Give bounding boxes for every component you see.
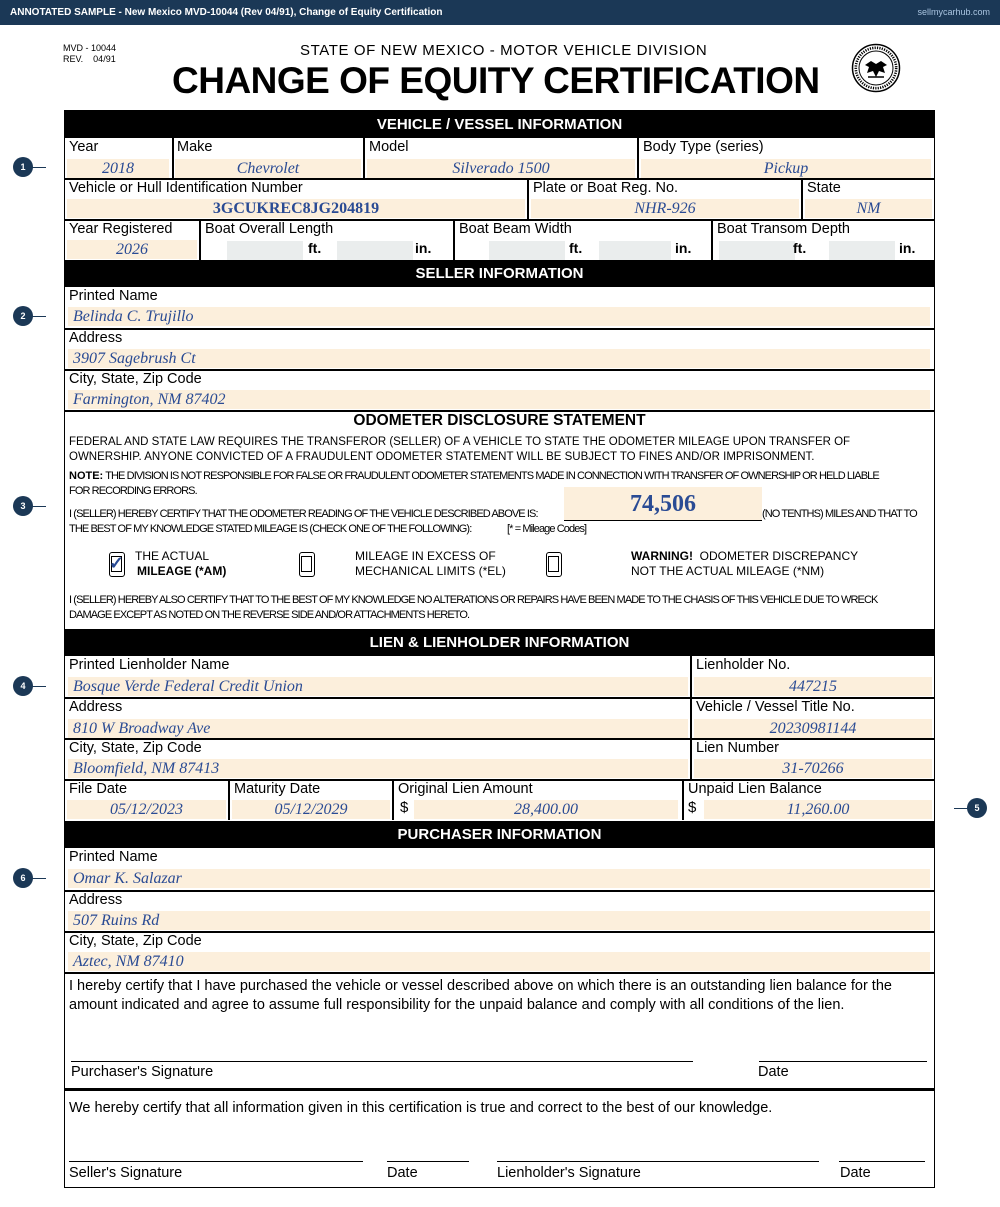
vin-field[interactable]: 3GCUKREC8JG204819 xyxy=(67,199,525,218)
year-registered-cell xyxy=(65,220,199,260)
seller-name-cell xyxy=(65,287,934,328)
state-cell xyxy=(803,179,934,219)
boat-length-ft-field[interactable] xyxy=(227,241,303,260)
dollar-sign: $ xyxy=(688,799,697,816)
ft-unit: ft. xyxy=(569,240,583,256)
lienholder-city-label: City, State, Zip Code xyxy=(69,740,202,756)
purchaser-section-title: PURCHASER INFORMATION xyxy=(65,821,934,848)
seller-name-label: Printed Name xyxy=(69,288,158,304)
boat-transom-in-field[interactable] xyxy=(829,241,895,260)
unpaid-balance-cell xyxy=(684,780,934,820)
boat-beam-label: Boat Beam Width xyxy=(459,221,572,237)
banner-title: ANNOTATED SAMPLE - New Mexico MVD-10044 (Rev 04/91), Change of Equity Certification xyxy=(10,7,443,18)
purchaser-cert-line2: amount indicated and agree to assume full responsibility for the unpaid balance and comply with all conditions of the lien. xyxy=(69,997,845,1013)
note-label: NOTE: xyxy=(69,470,104,482)
seller-date-label: Date xyxy=(387,1165,418,1181)
year-registered-label: Year Registered xyxy=(69,221,173,237)
odometer-law-line1: FEDERAL AND STATE LAW REQUIRES THE TRANSFEROR (SELLER) OF A VEHICLE TO STATE THE ODOMETER MILEAGE UPON TRANSFER OF xyxy=(69,436,851,448)
lien-section-title: LIEN & LIENHOLDER INFORMATION xyxy=(65,629,934,656)
lienholder-address-field[interactable]: 810 W Broadway Ave xyxy=(68,719,688,738)
annotation-marker-2[interactable]: 2 xyxy=(13,306,33,326)
in-unit: in. xyxy=(899,240,916,256)
year-field[interactable]: 2018 xyxy=(67,159,169,178)
lienholder-signature-line[interactable] xyxy=(497,1161,819,1162)
excess-mileage-checkbox[interactable] xyxy=(299,552,315,577)
lienholder-city-field[interactable]: Bloomfield, NM 87413 xyxy=(68,759,688,778)
seller-name-field[interactable]: Belinda C. Trujillo xyxy=(68,307,930,326)
boat-length-cell xyxy=(201,220,453,260)
boat-length-in-field[interactable] xyxy=(337,241,413,260)
page-title: CHANGE OF EQUITY CERTIFICATION xyxy=(172,60,820,101)
make-cell xyxy=(173,138,363,178)
note-text: THE DIVISION IS NOT RESPONSIBLE FOR FALSE OR FRAUDULENT ODOMETER STATEMENTS MADE IN CONNECTION WITH TRANSFER OF OWNERSHIP OR HELD LIABLE xyxy=(103,470,879,482)
make-label: Make xyxy=(177,139,213,155)
annotation-banner xyxy=(0,0,1000,25)
model-field[interactable]: Silverado 1500 xyxy=(367,159,635,178)
excess-mileage-line2: MECHANICAL LIMITS (*EL) xyxy=(355,564,506,578)
state-label: State xyxy=(807,180,841,196)
original-amount-field[interactable]: 28,400.00 xyxy=(414,800,678,819)
seller-address-label: Address xyxy=(69,330,123,346)
annotation-marker-3[interactable]: 3 xyxy=(13,496,33,516)
boat-beam-cell xyxy=(455,220,711,260)
boat-transom-cell xyxy=(713,220,934,260)
lien-number-cell xyxy=(692,739,934,779)
lienholder-name-cell xyxy=(65,656,690,697)
year-cell xyxy=(65,138,172,178)
lienholder-name-field[interactable]: Bosque Verde Federal Credit Union xyxy=(68,677,688,696)
not-actual-mileage-option xyxy=(631,549,858,579)
lienholder-name-label: Printed Lienholder Name xyxy=(69,657,230,673)
unpaid-balance-label: Unpaid Lien Balance xyxy=(688,781,822,797)
discrepancy-text: ODOMETER DISCREPANCY xyxy=(693,549,859,563)
odometer-note-line2: FOR RECORDING ERRORS. xyxy=(69,485,197,497)
state-field[interactable]: NM xyxy=(805,199,932,218)
original-amount-label: Original Lien Amount xyxy=(398,781,533,797)
file-date-label: File Date xyxy=(69,781,128,797)
actual-mileage-option xyxy=(135,549,226,579)
purchaser-signature-label: Purchaser's Signature xyxy=(71,1064,214,1080)
file-date-field[interactable]: 05/12/2023 xyxy=(67,800,226,819)
not-actual-line2: NOT THE ACTUAL MILEAGE (*NM) xyxy=(631,564,825,578)
purchaser-date-label: Date xyxy=(758,1064,789,1080)
excess-mileage-option xyxy=(355,549,506,579)
purchaser-city-field[interactable]: Aztec, NM 87410 xyxy=(68,952,930,971)
purchaser-city-cell xyxy=(65,932,934,972)
year-registered-field[interactable]: 2026 xyxy=(67,240,197,259)
excess-mileage-line1: MILEAGE IN EXCESS OF xyxy=(355,549,496,563)
in-unit: in. xyxy=(675,240,692,256)
check-mark-icon: ✓ xyxy=(109,553,125,573)
boat-transom-label: Boat Transom Depth xyxy=(717,221,850,237)
annotation-marker-6[interactable]: 6 xyxy=(13,868,33,888)
final-cert-text: We hereby certify that all information given in this certification is true and correct to the best of our knowledge. xyxy=(69,1100,773,1116)
title-no-cell xyxy=(692,698,934,738)
file-date-cell xyxy=(65,780,228,820)
plate-field[interactable]: NHR-926 xyxy=(531,199,799,218)
lienholder-address-cell xyxy=(65,698,690,738)
plate-cell xyxy=(529,179,801,219)
banner-site-link[interactable]: sellmycarhub.com xyxy=(917,7,990,17)
odometer-certify2-line1: I (SELLER) HEREBY ALSO CERTIFY THAT TO THE BEST OF MY KNOWLEDGE NO ALTERATIONS OR REPAIRS HAVE BEEN MADE TO THE CHASIS OF THIS VEHICLE DUE TO WRECK xyxy=(69,594,878,606)
model-label: Model xyxy=(369,139,409,155)
purchaser-address-label: Address xyxy=(69,892,123,908)
lienholder-date-line[interactable] xyxy=(839,1161,925,1162)
make-field[interactable]: Chevrolet xyxy=(175,159,361,178)
maturity-date-field[interactable]: 05/12/2029 xyxy=(232,800,390,819)
dollar-sign: $ xyxy=(400,799,409,816)
body-type-field[interactable]: Pickup xyxy=(641,159,931,178)
model-cell xyxy=(365,138,637,178)
title-no-field[interactable]: 20230981144 xyxy=(694,719,932,738)
purchaser-signature-line[interactable] xyxy=(71,1061,693,1062)
ft-unit: ft. xyxy=(308,240,322,256)
in-unit: in. xyxy=(415,240,432,256)
body-type-label: Body Type (series) xyxy=(643,139,764,155)
boat-transom-ft-field[interactable] xyxy=(719,241,795,260)
odometer-check-text: THE BEST OF MY KNOWLEDGE STATED MILEAGE IS (CHECK ONE OF THE FOLLOWING): xyxy=(69,523,472,535)
unpaid-balance-field[interactable]: 11,260.00 xyxy=(704,800,932,819)
odometer-certify2-line2: DAMAGE EXCEPT AS NOTED ON THE REVERSE SIDE AND/OR ATTACHMENTS HERETO. xyxy=(69,609,470,621)
equity-form xyxy=(64,110,935,1188)
lienholder-signature-label: Lienholder's Signature xyxy=(497,1165,641,1181)
boat-beam-in-field[interactable] xyxy=(599,241,671,260)
maturity-date-cell xyxy=(230,780,392,820)
purchaser-address-cell xyxy=(65,891,934,931)
ft-unit: ft. xyxy=(793,240,807,256)
annotation-marker-4[interactable]: 4 xyxy=(13,676,33,696)
year-label: Year xyxy=(69,139,99,155)
vin-cell xyxy=(65,179,527,219)
lienholder-no-cell xyxy=(692,656,934,697)
warning-label: WARNING! xyxy=(631,549,693,563)
boat-length-label: Boat Overall Length xyxy=(205,221,334,237)
body-type-cell xyxy=(639,138,934,178)
title-no-label: Vehicle / Vessel Title No. xyxy=(696,699,855,715)
lienholder-date-label: Date xyxy=(840,1165,871,1181)
form-revision: REV. 04/91 xyxy=(63,54,116,64)
seller-city-label: City, State, Zip Code xyxy=(69,371,202,387)
lienholder-address-label: Address xyxy=(69,699,123,715)
vin-label: Vehicle or Hull Identification Number xyxy=(69,180,303,196)
purchaser-name-label: Printed Name xyxy=(69,849,158,865)
seller-section-title: SELLER INFORMATION xyxy=(65,260,934,287)
actual-mileage-checkbox[interactable] xyxy=(109,552,125,577)
boat-beam-ft-field[interactable] xyxy=(489,241,565,260)
actual-mileage-line1: THE ACTUAL xyxy=(135,549,210,563)
purchaser-name-field[interactable]: Omar K. Salazar xyxy=(68,869,930,888)
odometer-note-line1 xyxy=(69,469,879,484)
lien-number-field[interactable]: 31-70266 xyxy=(694,759,932,778)
not-actual-mileage-checkbox[interactable] xyxy=(546,552,562,577)
lien-number-label: Lien Number xyxy=(696,740,780,756)
original-amount-cell xyxy=(394,780,682,820)
lienholder-no-label: Lienholder No. xyxy=(696,657,791,673)
annotation-marker-1[interactable]: 1 xyxy=(13,157,33,177)
not-actual-line1 xyxy=(631,549,858,564)
seller-date-line[interactable] xyxy=(387,1161,469,1162)
plate-label: Plate or Boat Reg. No. xyxy=(533,180,679,196)
purchaser-cert-line1: I hereby certify that I have purchased the vehicle or vessel described above on which there is an outstanding lien balance for the xyxy=(69,978,892,994)
odometer-law-line2: OWNERSHIP. ANYONE CONVICTED OF A FRAUDULENT ODOMETER STATEMENT WILL BE SUBJECT TO FINES AND/OR IMPRISONMENT. xyxy=(69,451,815,463)
purchaser-name-cell xyxy=(65,848,934,890)
seller-signature-label: Seller's Signature xyxy=(69,1165,183,1181)
purchaser-city-label: City, State, Zip Code xyxy=(69,933,202,949)
form-number: MVD - 10044 xyxy=(63,43,117,53)
annotation-marker-5[interactable]: 5 xyxy=(967,798,987,818)
mileage-codes-note: [* = Mileage Codes] xyxy=(507,523,587,535)
form-code xyxy=(63,43,116,65)
seller-city-cell xyxy=(65,370,934,410)
purchaser-date-line[interactable] xyxy=(759,1061,927,1062)
purchaser-address-field[interactable]: 507 Ruins Rd xyxy=(68,911,930,930)
odometer-certify-text: I (SELLER) HEREBY CERTIFY THAT THE ODOMETER READING OF THE VEHICLE DESCRIBED ABOVE IS: xyxy=(69,508,538,520)
odometer-title: ODOMETER DISCLOSURE STATEMENT xyxy=(353,412,646,429)
odometer-reading-field[interactable]: 74,506 xyxy=(564,487,762,521)
odometer-miles-text: (NO TENTHS) MILES AND THAT TO xyxy=(762,508,917,520)
seller-city-field[interactable]: Farmington, NM 87402 xyxy=(68,390,930,409)
maturity-date-label: Maturity Date xyxy=(234,781,321,797)
seller-signature-line[interactable] xyxy=(69,1161,363,1162)
agency-name: STATE OF NEW MEXICO - MOTOR VEHICLE DIVISION xyxy=(300,42,708,59)
vehicle-section-title: VEHICLE / VESSEL INFORMATION xyxy=(65,111,934,138)
seller-address-field[interactable]: 3907 Sagebrush Ct xyxy=(68,349,930,368)
lienholder-city-cell xyxy=(65,739,690,779)
actual-mileage-line2: MILEAGE (*AM) xyxy=(137,564,227,578)
lienholder-no-field[interactable]: 447215 xyxy=(694,677,932,696)
seller-address-cell xyxy=(65,329,934,369)
state-seal-icon xyxy=(851,43,901,93)
